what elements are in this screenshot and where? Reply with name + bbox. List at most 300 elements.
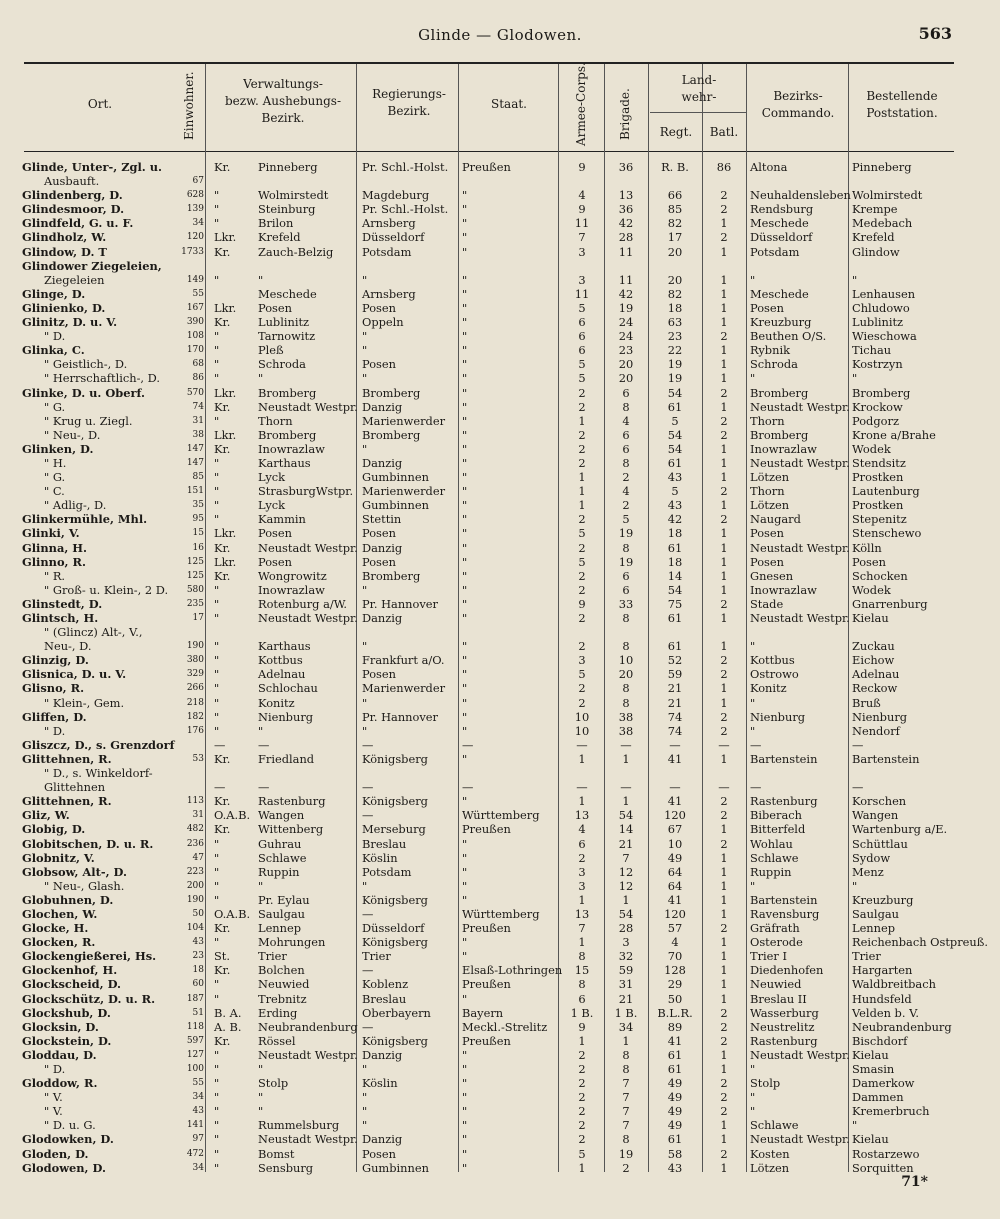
cell-place-name: " (Glincz) Alt-, V., bbox=[44, 625, 143, 640]
cell-district: Bromberg bbox=[258, 385, 317, 400]
cell-place-name: " V. bbox=[44, 1090, 63, 1105]
cell-landwehr-regiment: 5 bbox=[671, 413, 679, 428]
cell-state: " bbox=[462, 413, 468, 428]
cell-government-district: Danzig bbox=[362, 611, 403, 625]
page-number: 563 bbox=[918, 24, 952, 43]
cell-place-name: Glittehnen bbox=[44, 780, 106, 795]
cell-district-command: Ravensburg bbox=[750, 906, 820, 921]
cell-post-station: Reckow bbox=[852, 681, 898, 696]
cell-landwehr-battalion: 1 bbox=[720, 822, 728, 837]
cell-district: Zauch-Belzig bbox=[258, 244, 334, 259]
cell-inhabitants: 85 bbox=[192, 472, 204, 483]
cell-district-command: Kottbus bbox=[750, 653, 795, 668]
cell-inhabitants: 97 bbox=[192, 1134, 204, 1145]
cell-post-station: Kremerbruch bbox=[852, 1104, 930, 1119]
cell-government-district: Koblenz bbox=[362, 977, 409, 992]
cell-brigade: 19 bbox=[618, 1146, 634, 1161]
cell-army-corps: 5 bbox=[578, 667, 586, 682]
cell-district-command: Inowrazlaw bbox=[750, 582, 817, 597]
cell-government-district: Danzig bbox=[362, 540, 403, 555]
cell-government-district: Posen bbox=[362, 554, 396, 569]
cell-brigade: 11 bbox=[618, 272, 634, 287]
cell-post-station: Waldbreitbach bbox=[852, 977, 936, 992]
cell-place-name: " C. bbox=[44, 484, 65, 499]
cell-state: " bbox=[462, 300, 468, 315]
cell-government-district: — bbox=[362, 808, 374, 823]
cell-state: " bbox=[462, 512, 468, 527]
cell-landwehr-battalion: 1 bbox=[720, 286, 728, 301]
cell-inhabitants: 223 bbox=[186, 866, 204, 877]
cell-landwehr-battalion: 2 bbox=[720, 653, 728, 668]
cell-brigade: 19 bbox=[618, 300, 634, 315]
cell-brigade: 28 bbox=[618, 921, 634, 936]
cell-government-district: Oppeln bbox=[362, 315, 404, 330]
cell-landwehr-regiment: 61 bbox=[667, 1062, 683, 1076]
cell-government-district: Stettin bbox=[362, 512, 402, 527]
cell-post-station: Velden b. V. bbox=[852, 1005, 919, 1020]
cell-district: Lennep bbox=[258, 921, 302, 936]
cell-inhabitants: 34 bbox=[192, 1092, 204, 1103]
cell-army-corps: 4 bbox=[578, 188, 586, 203]
cell-landwehr-battalion: 1 bbox=[720, 1118, 728, 1133]
table-row bbox=[0, 794, 1000, 808]
cell-brigade: 42 bbox=[618, 286, 634, 301]
cell-government-district: — bbox=[362, 906, 374, 921]
cell-landwehr-battalion: 1 bbox=[720, 455, 728, 470]
cell-district-type: — bbox=[214, 780, 226, 795]
cell-district-command: " bbox=[750, 1062, 756, 1076]
table-row bbox=[0, 216, 1000, 230]
cell-brigade: 1 B. bbox=[614, 1005, 638, 1020]
cell-district-type: " bbox=[214, 413, 220, 428]
table-row bbox=[0, 230, 1000, 244]
cell-government-district: Danzig bbox=[362, 1047, 403, 1062]
cell-place-name: Glinitz, D. u. V. bbox=[22, 315, 118, 330]
cell-district-type: " bbox=[214, 272, 220, 287]
cell-brigade: 5 bbox=[622, 512, 630, 527]
cell-place-name: Glinka, C. bbox=[22, 343, 85, 358]
cell-government-district: Breslau bbox=[362, 991, 407, 1006]
cell-place-name: Gliffen, D. bbox=[22, 709, 87, 724]
cell-army-corps: 2 bbox=[578, 427, 586, 442]
cell-landwehr-regiment: 20 bbox=[667, 244, 683, 259]
cell-district-command: Biberach bbox=[750, 808, 802, 823]
cell-post-station: Prostken bbox=[852, 470, 904, 485]
cell-district-command: Neustadt Westpr. bbox=[750, 399, 850, 414]
cell-landwehr-battalion: 1 bbox=[720, 751, 728, 766]
cell-district-type: " bbox=[214, 1062, 220, 1076]
cell-landwehr-regiment: — bbox=[669, 780, 681, 795]
cell-district: Mohrungen bbox=[258, 935, 326, 950]
cell-district-type: " bbox=[214, 611, 220, 625]
cell-district-type: " bbox=[214, 484, 220, 499]
cell-landwehr-battalion: 1 bbox=[720, 695, 728, 710]
table-row bbox=[0, 245, 1000, 259]
cell-landwehr-battalion: 2 bbox=[720, 329, 728, 344]
cell-post-station: Lublinitz bbox=[852, 315, 904, 330]
cell-district: Krefeld bbox=[258, 230, 301, 245]
cell-state: " bbox=[462, 892, 468, 907]
cell-inhabitants: 127 bbox=[186, 1049, 204, 1060]
cell-brigade: 36 bbox=[618, 160, 634, 174]
cell-post-station: Wartenburg a/E. bbox=[852, 822, 948, 837]
cell-state: " bbox=[462, 427, 468, 442]
cell-inhabitants: 31 bbox=[192, 415, 204, 426]
cell-place-name: Glinstedt, D. bbox=[22, 596, 103, 611]
cell-army-corps: 6 bbox=[578, 991, 586, 1006]
cell-place-name: Glindholz, W. bbox=[22, 230, 107, 245]
table-row bbox=[0, 1048, 1000, 1062]
cell-post-station: " bbox=[852, 878, 858, 893]
cell-district-command: Ruppin bbox=[750, 864, 792, 879]
cell-district-command: " bbox=[750, 1090, 756, 1105]
cell-district-type: St. bbox=[214, 949, 231, 964]
cell-state: " bbox=[462, 794, 468, 809]
cell-brigade: 54 bbox=[618, 906, 634, 921]
cell-state: " bbox=[462, 1047, 468, 1062]
cell-inhabitants: 113 bbox=[186, 796, 204, 807]
cell-district-command: Rendsburg bbox=[750, 202, 814, 217]
table-row bbox=[0, 357, 1000, 371]
cell-inhabitants: 472 bbox=[186, 1148, 204, 1159]
cell-place-name: Glochen, W. bbox=[22, 906, 98, 921]
table-row bbox=[0, 498, 1000, 512]
header-bezirks-commando: Bezirks- Commando. bbox=[761, 89, 835, 120]
cell-post-station: Kielau bbox=[852, 1132, 889, 1147]
cell-brigade: 14 bbox=[618, 822, 634, 837]
cell-place-name: Glindow, D. T bbox=[22, 244, 107, 259]
cell-inhabitants: 147 bbox=[186, 443, 204, 454]
cell-district: " bbox=[258, 1062, 264, 1076]
cell-district-command: " bbox=[750, 878, 756, 893]
cell-district-type: Kr. bbox=[214, 244, 231, 259]
cell-state: " bbox=[462, 1118, 468, 1133]
cell-district-type: Kr. bbox=[214, 399, 231, 414]
cell-army-corps: 5 bbox=[578, 554, 586, 569]
cell-landwehr-regiment: 41 bbox=[667, 1033, 683, 1048]
cell-district-command: " bbox=[750, 272, 756, 287]
cell-government-district: Pr. Hannover bbox=[362, 596, 438, 611]
cell-district: Lublinitz bbox=[258, 315, 310, 330]
cell-district: Ruppin bbox=[258, 864, 300, 879]
cell-district-type: " bbox=[214, 498, 220, 513]
cell-district-type: Kr. bbox=[214, 921, 231, 936]
cell-state: " bbox=[462, 1090, 468, 1105]
cell-government-district: " bbox=[362, 639, 368, 654]
cell-inhabitants: 167 bbox=[186, 302, 204, 313]
cell-brigade: 1 bbox=[622, 751, 630, 766]
cell-district-command: Osterode bbox=[750, 935, 803, 950]
cell-district: Rummelsburg bbox=[258, 1118, 340, 1133]
cell-landwehr-regiment: 61 bbox=[667, 399, 683, 414]
cell-place-name: Glinkermühle, Mhl. bbox=[22, 512, 148, 527]
cell-state: Preußen bbox=[462, 822, 511, 837]
cell-place-name: Glinna, H. bbox=[22, 540, 87, 555]
cell-post-station: — bbox=[852, 780, 864, 795]
cell-landwehr-battalion: 1 bbox=[720, 850, 728, 865]
cell-district-command: Stade bbox=[750, 596, 784, 611]
cell-landwehr-regiment: 58 bbox=[667, 1146, 683, 1161]
cell-government-district: " bbox=[362, 371, 368, 386]
cell-state: " bbox=[462, 639, 468, 654]
header-rule bbox=[24, 151, 954, 152]
cell-state: " bbox=[462, 202, 468, 217]
table-row bbox=[0, 470, 1000, 484]
running-title: Glinde — Glodowen. bbox=[418, 26, 582, 44]
cell-landwehr-regiment: 89 bbox=[667, 1019, 683, 1034]
cell-post-station: " bbox=[852, 272, 858, 287]
cell-government-district: Frankfurt a/O. bbox=[362, 653, 445, 668]
cell-brigade: 24 bbox=[618, 329, 634, 344]
cell-army-corps: 3 bbox=[578, 272, 586, 287]
cell-brigade: 8 bbox=[622, 455, 630, 470]
cell-place-name: Glindenberg, D. bbox=[22, 188, 123, 203]
cell-district-command: Bromberg bbox=[750, 385, 809, 400]
table-row bbox=[0, 1104, 1000, 1118]
cell-place-name: Gloden, D. bbox=[22, 1146, 89, 1161]
cell-army-corps: 2 bbox=[578, 681, 586, 696]
cell-landwehr-battalion: 1 bbox=[720, 540, 728, 555]
cell-district-command: Posen bbox=[750, 300, 784, 315]
cell-brigade: 8 bbox=[622, 639, 630, 654]
cell-district: Neuwied bbox=[258, 977, 310, 992]
gazetteer-table-body bbox=[0, 160, 1000, 1175]
cell-landwehr-regiment: 43 bbox=[667, 498, 683, 513]
cell-landwehr-battalion: 1 bbox=[720, 343, 728, 358]
cell-place-name: Ziegeleien bbox=[44, 272, 105, 287]
signature-mark: 71* bbox=[901, 1174, 928, 1190]
cell-state: " bbox=[462, 526, 468, 541]
cell-brigade: 20 bbox=[618, 371, 634, 386]
cell-army-corps: 6 bbox=[578, 329, 586, 344]
cell-landwehr-battalion: 1 bbox=[720, 681, 728, 696]
cell-district-type: " bbox=[214, 1146, 220, 1161]
landwehr-subrule bbox=[650, 112, 746, 113]
cell-place-name: Glinno, R. bbox=[22, 554, 86, 569]
cell-inhabitants: 597 bbox=[186, 1035, 204, 1046]
cell-army-corps: 7 bbox=[578, 921, 586, 936]
cell-district-command: Neustadt Westpr. bbox=[750, 1132, 850, 1147]
table-row bbox=[0, 329, 1000, 343]
cell-landwehr-regiment: — bbox=[669, 737, 681, 752]
cell-government-district: Köslin bbox=[362, 1076, 398, 1091]
cell-inhabitants: 15 bbox=[192, 528, 204, 539]
cell-landwehr-regiment: 42 bbox=[667, 512, 683, 527]
cell-state: " bbox=[462, 286, 468, 301]
cell-district-type: " bbox=[214, 653, 220, 668]
cell-place-name: Glockstein, D. bbox=[22, 1033, 112, 1048]
cell-government-district: Bromberg bbox=[362, 385, 421, 400]
cell-district-type: " bbox=[214, 892, 220, 907]
cell-post-station: Rostarzewo bbox=[852, 1146, 920, 1161]
cell-state: " bbox=[462, 554, 468, 569]
table-row bbox=[0, 484, 1000, 498]
cell-district-command: Neustrelitz bbox=[750, 1019, 815, 1034]
cell-landwehr-regiment: 23 bbox=[667, 329, 683, 344]
cell-district-command: Trier I bbox=[750, 949, 787, 964]
cell-brigade: 12 bbox=[618, 864, 634, 879]
cell-landwehr-regiment: 64 bbox=[667, 878, 683, 893]
cell-post-station: Krockow bbox=[852, 399, 903, 414]
table-row bbox=[0, 1062, 1000, 1076]
cell-army-corps: 13 bbox=[574, 906, 590, 921]
cell-landwehr-regiment: 20 bbox=[667, 272, 683, 287]
cell-district-type: — bbox=[214, 737, 226, 752]
cell-army-corps: 2 bbox=[578, 399, 586, 414]
cell-landwehr-regiment: 50 bbox=[667, 991, 683, 1006]
cell-district-type: " bbox=[214, 681, 220, 696]
cell-landwehr-battalion: 1 bbox=[720, 526, 728, 541]
cell-state: " bbox=[462, 1160, 468, 1175]
cell-landwehr-battalion: 1 bbox=[720, 399, 728, 414]
cell-district-command: Rybnik bbox=[750, 343, 790, 358]
cell-district-type: O.A.B. bbox=[214, 906, 251, 921]
cell-post-station: Glindow bbox=[852, 244, 900, 259]
table-row bbox=[0, 371, 1000, 385]
cell-state: " bbox=[462, 653, 468, 668]
cell-district: Schlochau bbox=[258, 681, 318, 696]
cell-landwehr-battalion: 2 bbox=[720, 188, 728, 203]
cell-district: Rotenburg a/W. bbox=[258, 596, 348, 611]
cell-district-type: Kr. bbox=[214, 160, 231, 174]
cell-landwehr-battalion: 2 bbox=[720, 836, 728, 851]
cell-landwehr-regiment: 128 bbox=[664, 963, 686, 978]
cell-state: " bbox=[462, 441, 468, 456]
cell-place-name: Gliszcz, D., s. Grenzdorf bbox=[22, 737, 175, 752]
cell-army-corps: 6 bbox=[578, 343, 586, 358]
cell-place-name: Glockenhof, H. bbox=[22, 963, 118, 978]
cell-inhabitants: 151 bbox=[186, 486, 204, 497]
table-row bbox=[0, 752, 1000, 766]
cell-district-command: Schroda bbox=[750, 357, 798, 372]
cell-landwehr-regiment: 4 bbox=[671, 935, 679, 950]
cell-brigade: 7 bbox=[622, 1118, 630, 1133]
cell-place-name: Glinki, V. bbox=[22, 526, 80, 541]
cell-place-name: Glinienko, D. bbox=[22, 300, 106, 315]
cell-place-name: Globuhnen, D. bbox=[22, 892, 114, 907]
cell-district-type: " bbox=[214, 357, 220, 372]
cell-state: " bbox=[462, 329, 468, 344]
cell-landwehr-regiment: 49 bbox=[667, 1118, 683, 1133]
cell-post-station: Hundsfeld bbox=[852, 991, 912, 1006]
cell-inhabitants: 149 bbox=[186, 274, 204, 285]
cell-government-district: — bbox=[362, 737, 374, 752]
cell-place-name: Glinge, D. bbox=[22, 286, 86, 301]
cell-landwehr-battalion: 1 bbox=[720, 977, 728, 992]
cell-brigade: 33 bbox=[618, 596, 634, 611]
table-row bbox=[0, 428, 1000, 442]
table-row bbox=[0, 160, 1000, 174]
cell-landwehr-regiment: 61 bbox=[667, 1047, 683, 1062]
cell-government-district: Danzig bbox=[362, 455, 403, 470]
cell-brigade: 1 bbox=[622, 1033, 630, 1048]
cell-inhabitants: 182 bbox=[186, 711, 204, 722]
cell-government-district: Breslau bbox=[362, 836, 407, 851]
cell-state: " bbox=[462, 1132, 468, 1147]
cell-landwehr-regiment: 18 bbox=[667, 554, 683, 569]
cell-post-station: Trier bbox=[852, 949, 881, 964]
cell-landwehr-battalion: 1 bbox=[720, 1062, 728, 1076]
cell-district-command: Posen bbox=[750, 526, 784, 541]
cell-post-station: Podgorz bbox=[852, 413, 899, 428]
cell-post-station: Hargarten bbox=[852, 963, 913, 978]
table-row bbox=[0, 202, 1000, 216]
cell-district-command: Bartenstein bbox=[750, 892, 818, 907]
cell-army-corps: 2 bbox=[578, 639, 586, 654]
cell-district: Bomst bbox=[258, 1146, 295, 1161]
cell-state: " bbox=[462, 272, 468, 287]
cell-landwehr-regiment: 54 bbox=[667, 427, 683, 442]
cell-government-district: " bbox=[362, 695, 368, 710]
cell-district-type: " bbox=[214, 878, 220, 893]
table-row bbox=[0, 837, 1000, 851]
cell-army-corps: — bbox=[576, 737, 588, 752]
cell-government-district: " bbox=[362, 1104, 368, 1119]
cell-district: Kammin bbox=[258, 512, 306, 527]
cell-district: Stolp bbox=[258, 1076, 289, 1091]
cell-landwehr-regiment: 14 bbox=[667, 568, 683, 583]
cell-district-type: Kr. bbox=[214, 441, 231, 456]
cell-place-name: " Geistlich-, D. bbox=[44, 357, 128, 372]
cell-landwehr-regiment: 61 bbox=[667, 639, 683, 654]
cell-district-command: Posen bbox=[750, 554, 784, 569]
cell-place-name: Glittehnen, R. bbox=[22, 751, 112, 766]
top-rule bbox=[24, 62, 954, 64]
cell-place-name: " G. bbox=[44, 399, 66, 414]
cell-brigade: 54 bbox=[618, 808, 634, 823]
table-row bbox=[0, 949, 1000, 963]
cell-army-corps: 1 bbox=[578, 413, 586, 428]
cell-brigade: 2 bbox=[622, 1160, 630, 1175]
cell-district-type: " bbox=[214, 1076, 220, 1091]
cell-district: Neustadt Westpr. bbox=[258, 1132, 358, 1147]
cell-post-station: Bischdorf bbox=[852, 1033, 908, 1048]
cell-army-corps: 3 bbox=[578, 864, 586, 879]
cell-district-type: " bbox=[214, 1090, 220, 1105]
cell-district-type: " bbox=[214, 512, 220, 527]
cell-landwehr-regiment: 85 bbox=[667, 202, 683, 217]
cell-brigade: 59 bbox=[618, 963, 634, 978]
table-row bbox=[0, 1034, 1000, 1048]
cell-district-command: Nienburg bbox=[750, 709, 806, 724]
cell-brigade: 19 bbox=[618, 554, 634, 569]
cell-district-command: Neustadt Westpr. bbox=[750, 540, 850, 555]
cell-army-corps: 9 bbox=[578, 596, 586, 611]
cell-state: " bbox=[462, 850, 468, 865]
header-verwaltung: Verwaltungs- bezw. Aushebungs- Bezirk. bbox=[225, 77, 341, 125]
cell-brigade: 23 bbox=[618, 343, 634, 358]
cell-district: Lyck bbox=[258, 498, 286, 513]
cell-government-district: Pr. Hannover bbox=[362, 709, 438, 724]
cell-army-corps: 1 bbox=[578, 892, 586, 907]
cell-landwehr-regiment: 49 bbox=[667, 850, 683, 865]
cell-government-district: Posen bbox=[362, 357, 396, 372]
cell-government-district: Danzig bbox=[362, 1132, 403, 1147]
cell-district-type: " bbox=[214, 639, 220, 654]
cell-brigade: — bbox=[620, 737, 632, 752]
cell-government-district: Pr. Schl.-Holst. bbox=[362, 160, 449, 174]
cell-landwehr-regiment: 22 bbox=[667, 343, 683, 358]
cell-government-district: Marienwerder bbox=[362, 413, 446, 428]
cell-brigade: 24 bbox=[618, 315, 634, 330]
cell-landwehr-regiment: 41 bbox=[667, 794, 683, 809]
cell-district: Konitz bbox=[258, 695, 295, 710]
table-row bbox=[0, 1147, 1000, 1161]
cell-district-command: Thorn bbox=[750, 413, 785, 428]
cell-inhabitants: 176 bbox=[186, 725, 204, 736]
cell-landwehr-battalion: 2 bbox=[720, 1104, 728, 1119]
cell-government-district: Potsdam bbox=[362, 244, 412, 259]
